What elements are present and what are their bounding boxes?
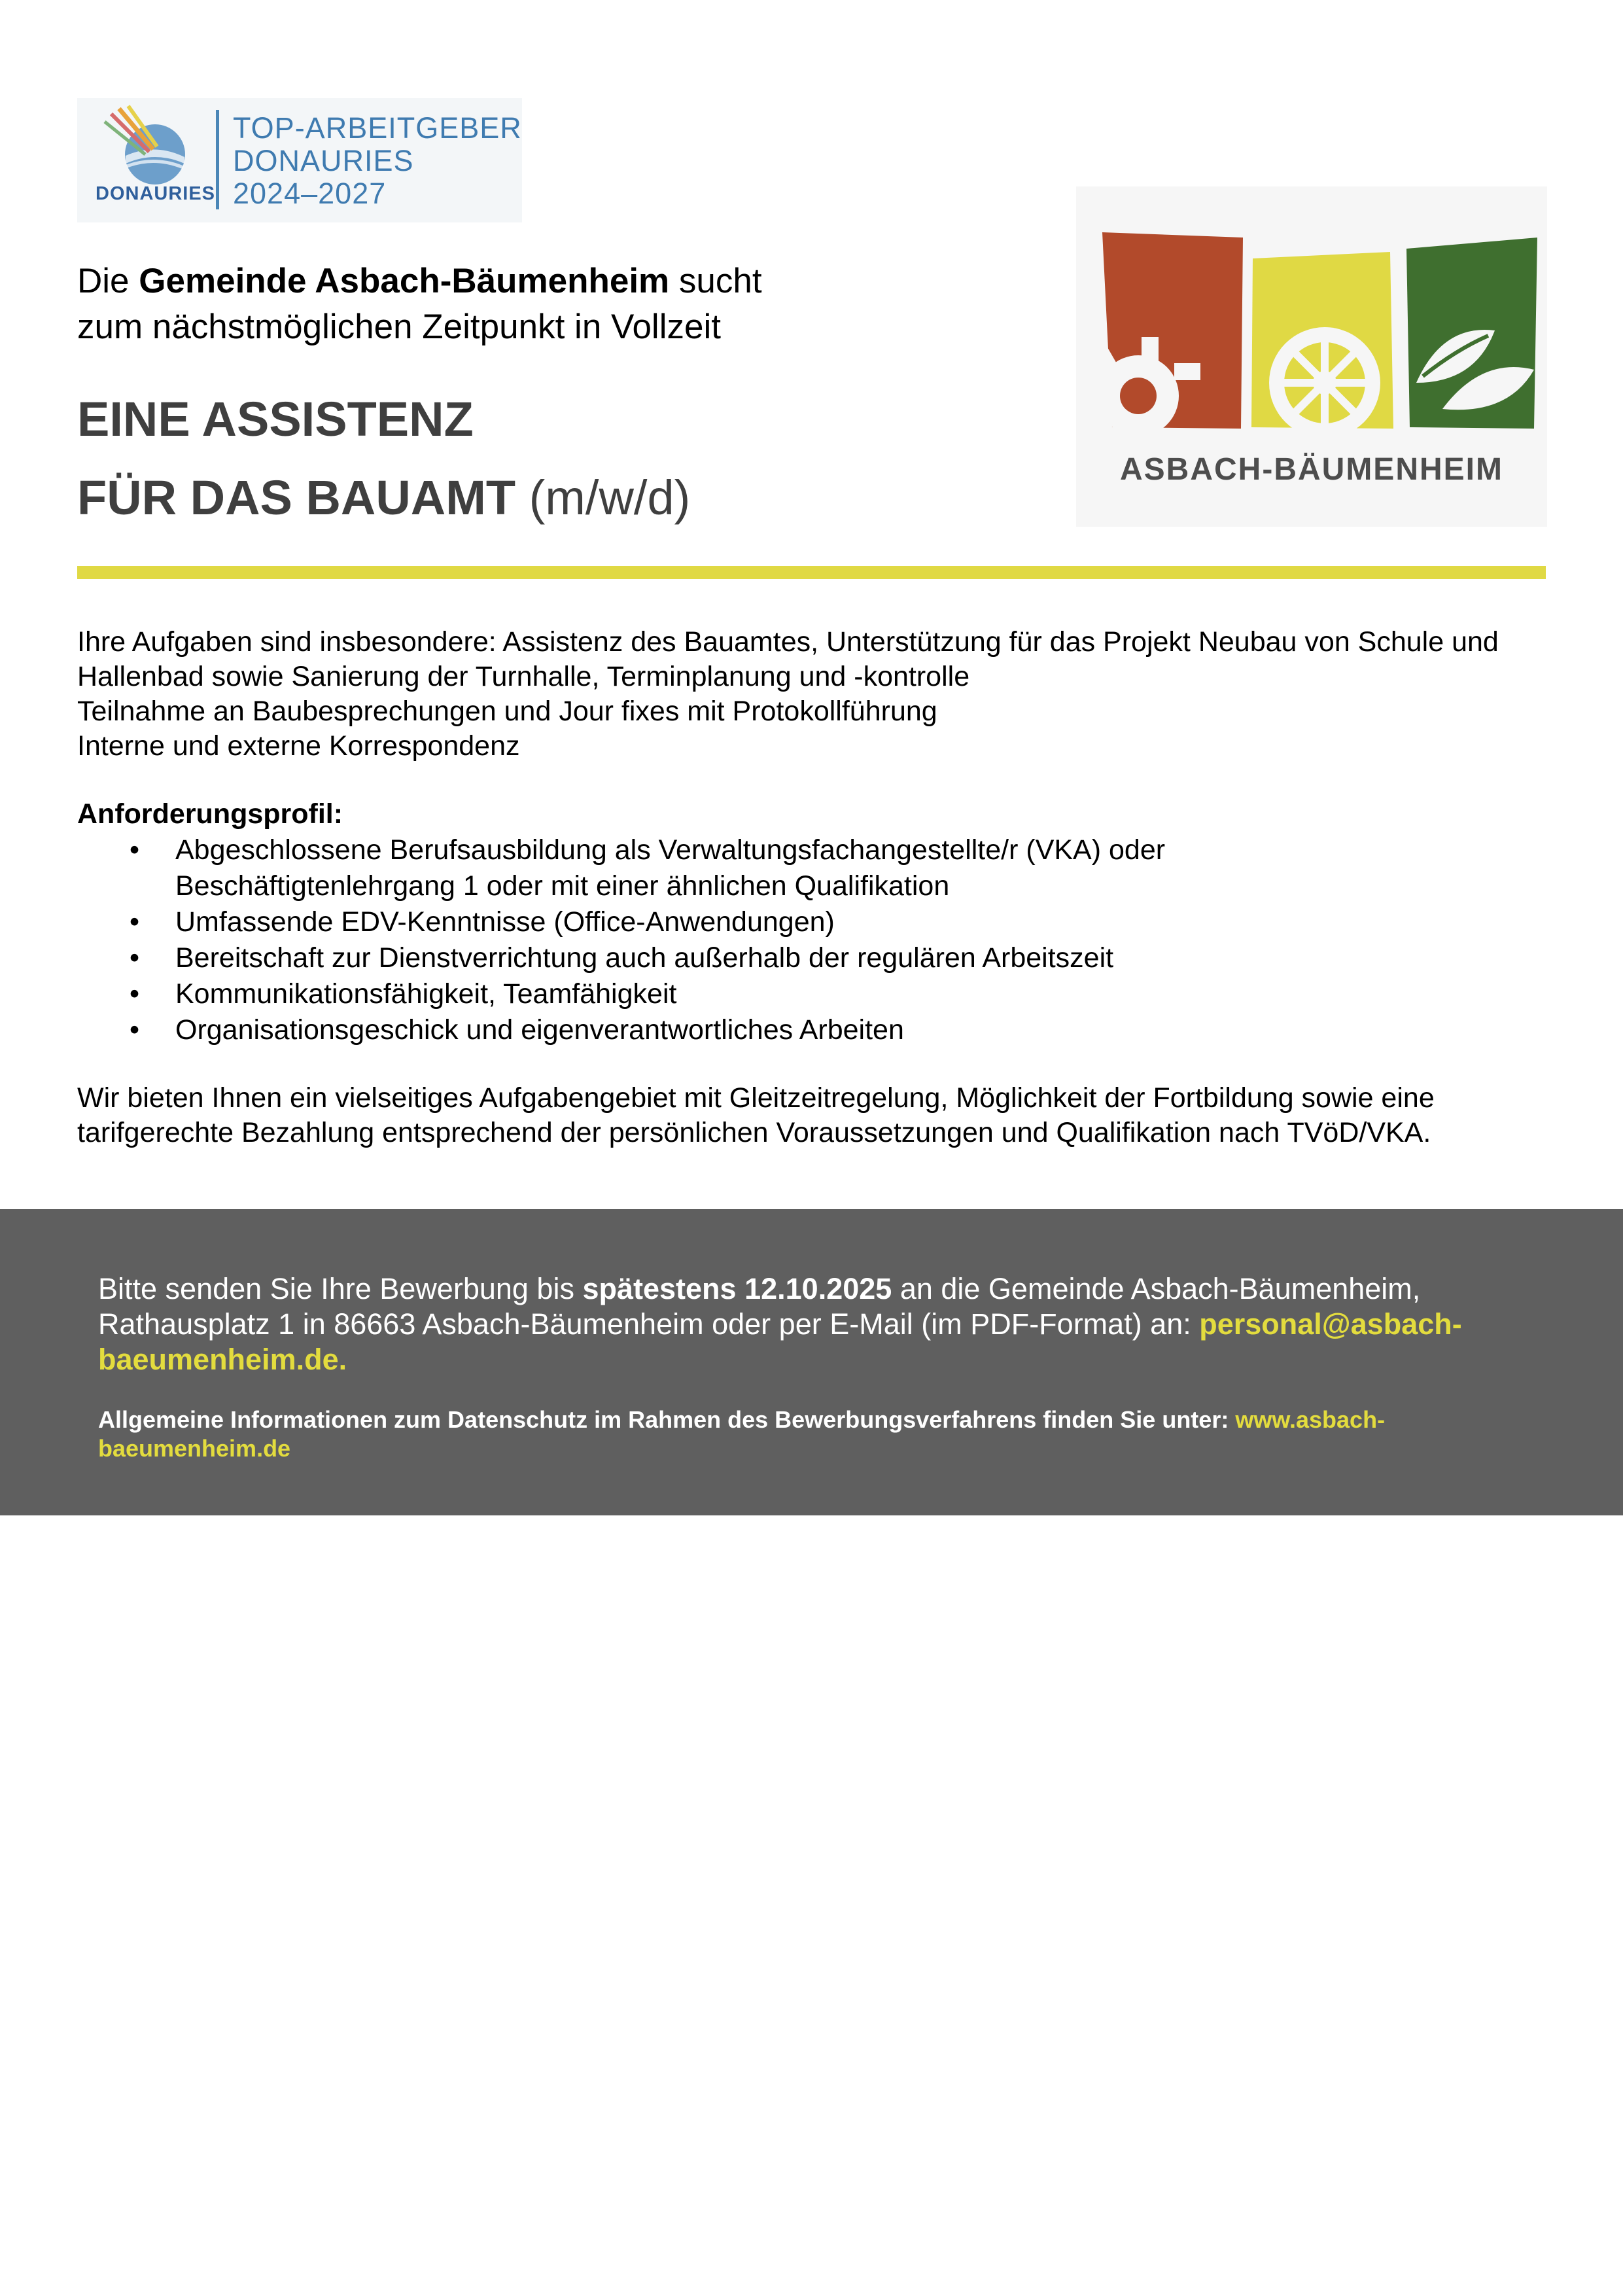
privacy-text: Allgemeine Informationen zum Datenschutz im Rahmen des Bewerbungsverfahrens finden Sie unter: [98, 1406, 1236, 1433]
badge-line-1: TOP-ARBEITGEBER [233, 111, 522, 145]
privacy-note [98, 1405, 1537, 1463]
intro-line-2: zum nächstmöglichen Zeitpunkt in Vollzeit [77, 308, 721, 346]
intro-part-2: sucht [669, 262, 762, 300]
gender-suffix: (m/w/d) [529, 470, 691, 525]
yellow-divider [77, 566, 1546, 579]
application-panel [0, 1209, 1623, 1515]
requirements-heading: Anforderungsprofil: [77, 798, 343, 830]
requirement-item: • Abgeschlossene Berufsausbildung als Verwaltungsfachangestellte/r (VKA) oder Beschäftigtenlehrgang 1 oder mit einer ähnlichen Qualifikation [105, 832, 1320, 904]
tasks-section [77, 625, 1549, 764]
email-link[interactable]: personal@asbach-baeumenheim.de. [98, 1307, 1462, 1376]
badge-line-2: DONAURIES [233, 144, 414, 177]
municipality-name: ASBACH-BÄUMENHEIM [1120, 452, 1503, 487]
intro-part-1: Die [77, 262, 139, 300]
job-title-main: FÜR DAS BAUAMT [77, 470, 516, 525]
application-text-2: an die Gemeinde Asbach-Bäumenheim, Rathausplatz 1 in 86663 Asbach-Bäumenheim oder per E-Mail (im PDF-Format) an: [98, 1272, 1421, 1341]
requirement-item: • Umfassende EDV-Kenntnisse (Office-Anwendungen) [105, 904, 1544, 940]
requirements-list [105, 832, 1544, 1048]
municipality-logo [1076, 186, 1547, 527]
badge-line-3: 2024–2027 [233, 177, 387, 210]
employer-name: Gemeinde Asbach-Bäumenheim [139, 262, 670, 300]
application-instructions [98, 1271, 1537, 1377]
deadline: spätestens 12.10.2025 [582, 1272, 892, 1305]
requirement-item: • Kommunikationsfähigkeit, Teamfähigkeit [105, 976, 1544, 1012]
tasks-line-2: Teilnahme an Baubesprechungen und Jour fixes mit Protokollführung [77, 696, 937, 727]
municipality-emblem-icon [1076, 186, 1547, 448]
donauries-brand-label: DONAURIES [96, 183, 216, 204]
tasks-line-1: Ihre Aufgaben sind insbesondere: Assistenz des Bauamtes, Unterstützung für das Projekt Neubau von Schule und Hallenbad sowie Sanierung der Turnhalle, Terminplanung und -kontrolle [77, 626, 1499, 692]
job-title-line-2 [77, 470, 690, 525]
donauries-badge [77, 98, 522, 222]
job-title-line-1: EINE ASSISTENZ [77, 392, 474, 446]
website-link[interactable]: www.asbach-baeumenheim.de [98, 1406, 1386, 1462]
application-text-1: Bitte senden Sie Ihre Bewerbung bis [98, 1272, 583, 1305]
requirement-item: • Bereitschaft zur Dienstverrichtung auch außerhalb der regulären Arbeitszeit [105, 940, 1544, 976]
badge-divider [216, 110, 219, 209]
intro-line-1 [77, 258, 762, 304]
requirement-item: • Organisationsgeschick und eigenverantwortliches Arbeiten [105, 1012, 1544, 1048]
donauries-emblem-icon [93, 103, 211, 188]
offer-paragraph: Wir bieten Ihnen ein vielseitiges Aufgabengebiet mit Gleitzeitregelung, Möglichkeit der Fortbildung sowie eine tarifgerechte Bezahlung entsprechend der persönlichen Voraussetzungen und Qualifikation nach TVöD/VKA. [77, 1082, 1435, 1148]
tasks-line-3: Interne und externe Korrespondenz [77, 730, 520, 762]
